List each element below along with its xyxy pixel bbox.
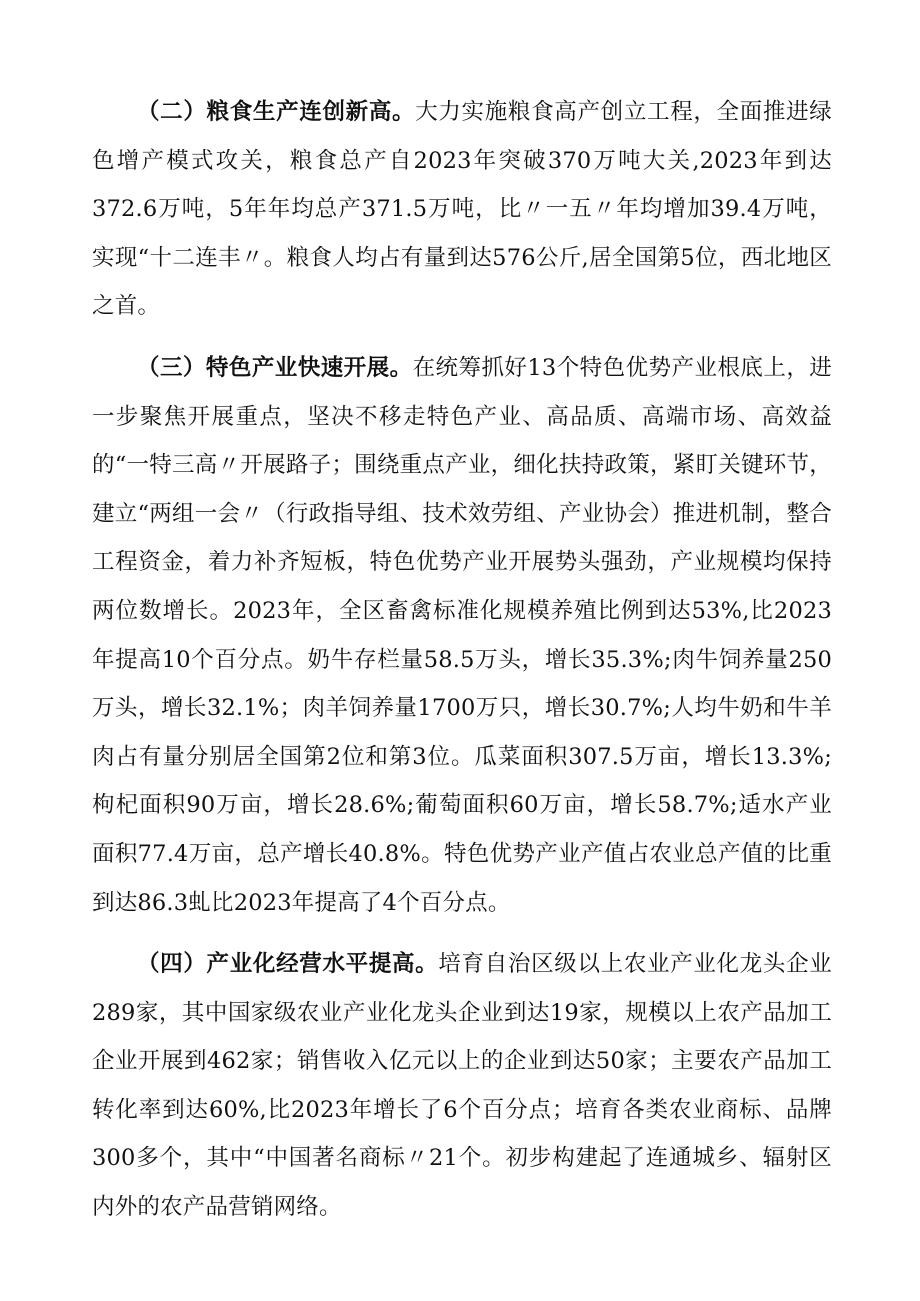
paragraph-heading: （三）特色产业快速开展。 (137, 354, 413, 381)
document-page (92, 88, 832, 1245)
paragraph-body: 大力实施粮食高产创立工程，全面推进绿色增产模式攻关，粮食总产自2023年突破370万吨大关,2023年到达372.6万吨，5年年均总产371.5万吨，比〃一五〃年均增加39.4万吨，实现“十二连丰〃。粮食人均占有量到达576公斤,居全国第5位，西北地区之首。 (92, 99, 832, 320)
paragraph-grain-production (92, 88, 832, 331)
paragraph-body: 在统筹抓好13个特色优势产业根底上，进一步聚焦开展重点，坚决不移走特色产业、高品质、高端市场、高效益的“一特三高〃开展路子；围绕重点产业，细化扶持政策，紧盯关键环节，建立“两组一会〃（行政指导组、技术效劳组、产业协会）推进机制，整合工程资金，着力补齐短板，特色优势产业开展势头强劲，产业规模均保持两位数增长。2023年，全区畜禽标准化规模养殖比例到达53%,比2023年提高10个百分点。奶牛存栏量58.5万头，增长35.3%;肉牛饲养量250万头，增长32.1%；肉羊饲养量1700万只，增长30.7%;人均牛奶和牛羊肉占有量分别居全国第2位和第3位。瓜菜面积307.5万亩，增长13.3%;枸杞面积90万亩，增长28.6%;葡萄面积60万亩，增长58.7%;适水产业面积77.4万亩，总产增长40.8%。特色优势产业产值占农业总产值的比重到达86.3虬比2023年提高了4个百分点。 (92, 354, 832, 916)
paragraph-industrialization (92, 940, 832, 1232)
paragraph-heading: （四）产业化经营水平提高。 (137, 951, 439, 978)
paragraph-specialty-industry (92, 344, 832, 927)
paragraph-heading: （二）粮食生产连创新高。 (137, 99, 416, 125)
paragraph-body: 培育自治区级以上农业产业化龙头企业289家，其中国家级农业产业化龙头企业到达19家，规模以上农产品加工企业开展到462家；销售收入亿元以上的企业到达50家；主要农产品加工转化率到达60%,比2023年增长了6个百分点；培育各类农业商标、品牌300多个，其中“中国著名商标〃21个。初步构建起了连通城乡、辐射区内外的农产品营销网络。 (92, 951, 832, 1221)
